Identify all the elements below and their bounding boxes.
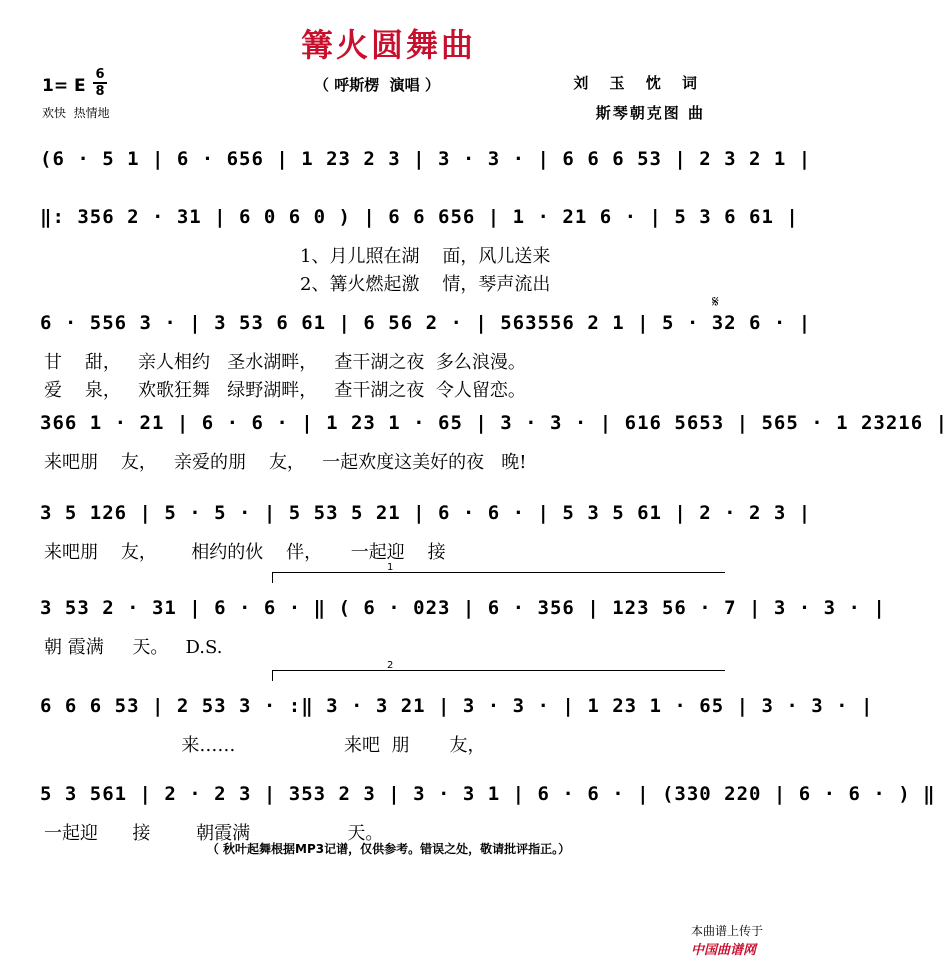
segno-sign: 𝄋 xyxy=(712,292,719,311)
notation-row: 3 5 126 | 5 · 5 · | 5 53 5 21 | 6 · 6 · | 5 3 5 61 | 2 · 2 3 | xyxy=(40,502,812,524)
singer-credit: （ 呼斯楞 演唱 ） xyxy=(314,76,440,94)
notation-row: 6 6 6 53 | 2 53 3 · :‖ 3 · 3 21 | 3 · 3 · | 1 23 1 · 65 | 3 · 3 · | xyxy=(40,695,874,717)
volta-bracket xyxy=(272,562,725,583)
notation-row: ‖: 356 2 · 31 | 6 0 6 0 ) | 6 6 656 | 1 · 21 6 · | 5 3 6 61 | xyxy=(40,206,799,228)
volta-number: 1 xyxy=(387,562,394,573)
footer-source xyxy=(683,908,763,958)
lyric-line: 来…… 来吧 朋 友， xyxy=(44,735,486,756)
notation-row: 3 53 2 · 31 | 6 · 6 · ‖ ( 6 · 023 | 6 · 356 | 123 56 · 7 | 3 · 3 · | xyxy=(40,597,886,619)
notation-row: 5 3 561 | 2 · 2 3 | 353 2 3 | 3 · 3 1 | 6 · 6 · | (330 220 | 6 · 6 · ) ‖ xyxy=(40,783,936,805)
time-denominator: 8 xyxy=(95,84,105,99)
notation-row: 6 · 556 3 · | 3 53 6 61 | 6 56 2 · | 563556 2 1 | 5 · 32 6 · | xyxy=(40,312,812,334)
notation-row: 366 1 · 21 | 6 · 6 · | 1 23 1 · 65 | 3 · 3 · | 616 5653 | 565 · 1 23216 | xyxy=(40,412,948,434)
lyric-line: 2、篝火燃起激 情，琴声流出 xyxy=(300,274,551,295)
lyric-line: 爱 泉， 欢歌狂舞 绿野湖畔， 查干湖之夜 令人留恋。 xyxy=(44,380,526,401)
key-signature: 1= E xyxy=(42,76,86,96)
lyric-line: 朝 霞满 天。 D.S. xyxy=(44,637,223,658)
footer-prefix: 本曲谱上传于 xyxy=(690,924,763,938)
site-logo: 中国曲谱网 xyxy=(690,943,756,958)
lyricist-credit: 刘 玉 忱 词 xyxy=(573,74,705,92)
lyric-line: 甘 甜， 亲人相约 圣水湖畔， 查干湖之夜 多么浪漫。 xyxy=(44,352,526,373)
lyric-line: 1、月儿照在湖 面，风儿送来 xyxy=(300,246,551,267)
notation-row: (6 · 5 1 | 6 · 656 | 1 23 2 3 | 3 · 3 · | 6 6 6 53 | 2 3 2 1 | xyxy=(40,148,812,170)
lyric-line: 来吧朋 友， 相约的伙 伴， 一起迎 接 xyxy=(44,542,446,563)
lyric-line: 一起迎 接 朝霞满 天。 xyxy=(44,823,384,844)
transcription-note: （ 秋叶起舞根据MP3记谱，仅供参考。错误之处，敬请批评指正。） xyxy=(206,842,571,856)
composer-credit: 斯琴朝克图 曲 xyxy=(595,104,705,122)
time-numerator: 6 xyxy=(95,67,105,82)
lyric-line: 来吧朋 友， 亲爱的朋 友， 一起欢度这美好的夜 晚! xyxy=(44,452,527,473)
time-signature xyxy=(93,68,107,98)
volta-bracket xyxy=(272,660,725,681)
song-title: 篝火圆舞曲 xyxy=(300,26,476,64)
volta-number: 2 xyxy=(387,660,394,671)
tempo-marking: 欢快 热情地 xyxy=(42,106,110,120)
